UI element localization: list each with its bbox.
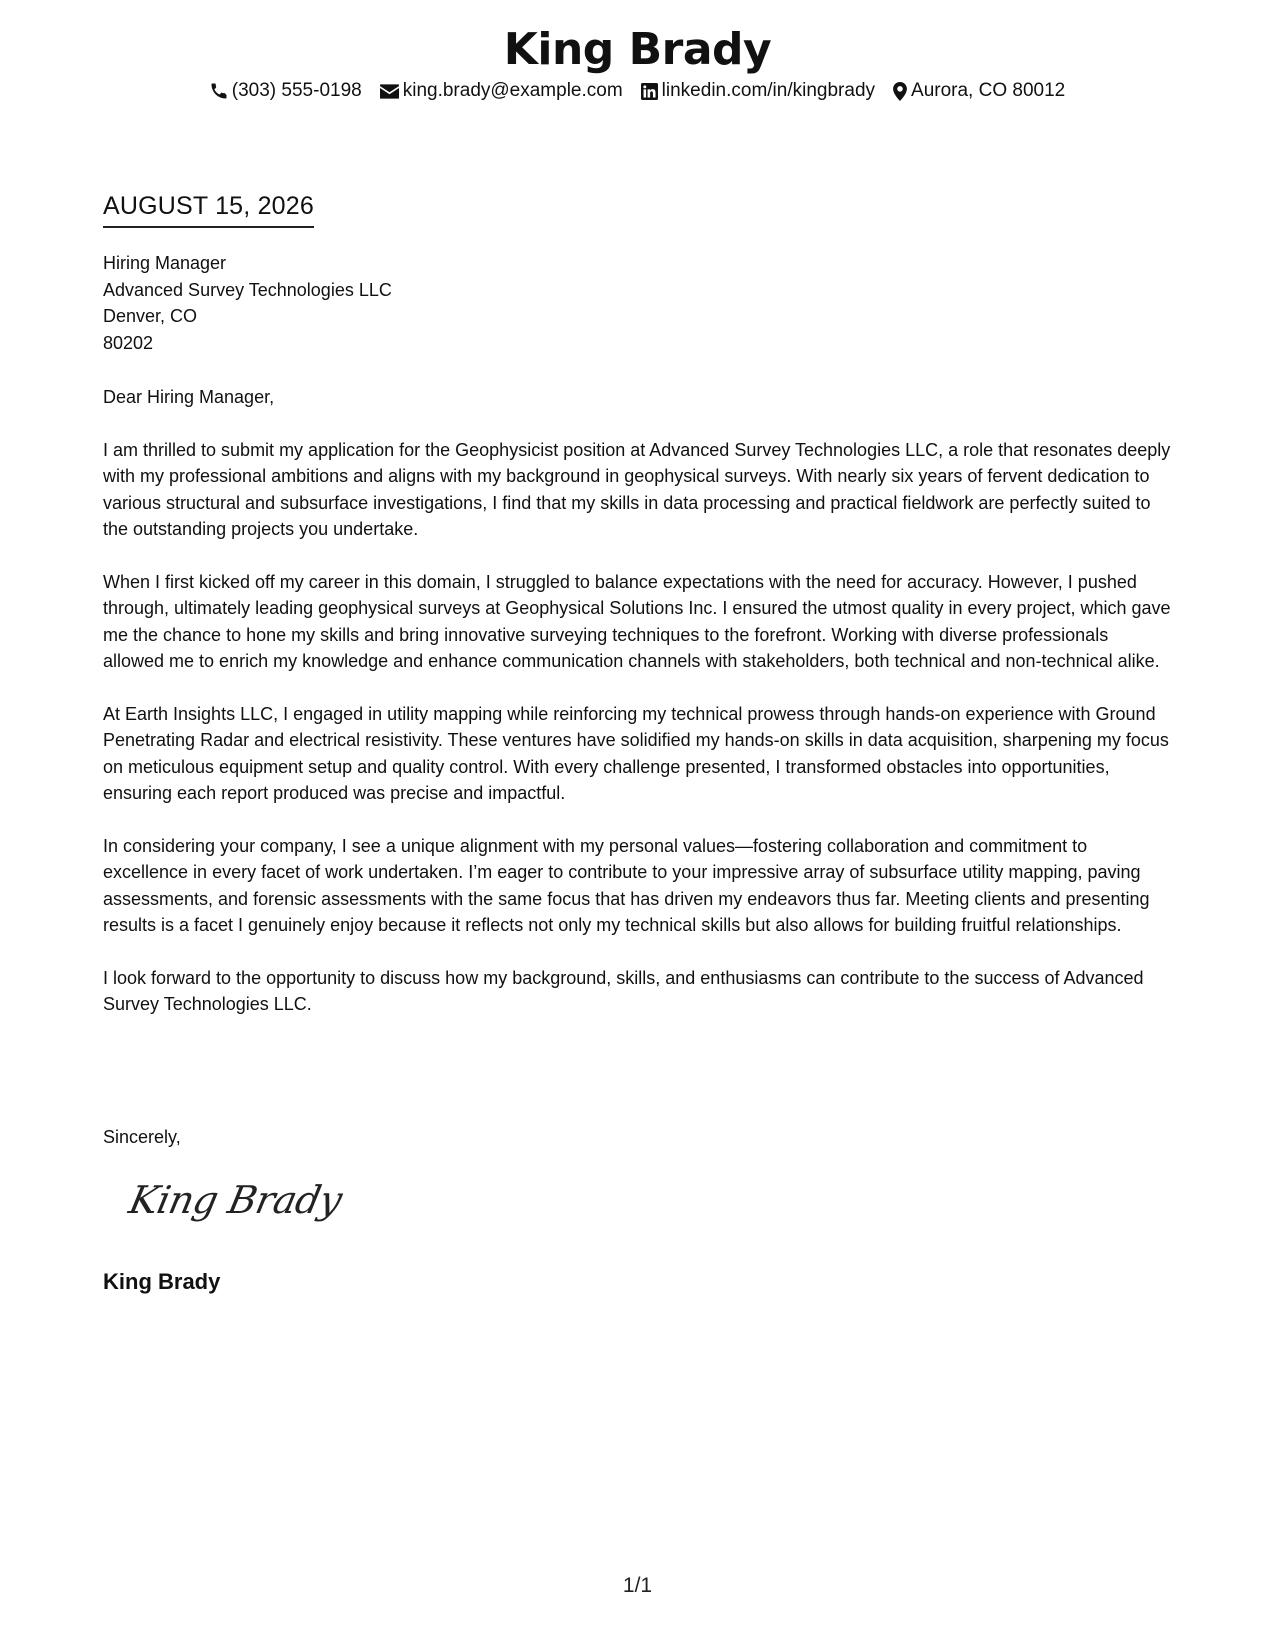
location-text: Aurora, CO 80012 bbox=[911, 80, 1066, 101]
body-paragraph: I am thrilled to submit my application for the Geophysicist position at Advanced Survey Technologies LLC, a role that resonates deeply with my professional ambitions and aligns with my background in geophysical surveys. With nearly six years of fervent dedication to various structural and subsurface investigations, I find that my skills in data processing and practical fieldwork are perfectly suited to the outstanding projects you undertake. bbox=[103, 440, 1171, 540]
contact-email bbox=[380, 78, 623, 104]
recipient-address bbox=[103, 250, 392, 356]
map-pin-icon bbox=[893, 82, 907, 101]
linkedin-icon bbox=[641, 83, 658, 100]
contact-location bbox=[893, 78, 1065, 104]
page-number: 1/1 bbox=[622, 1574, 653, 1597]
body-paragraph: At Earth Insights LLC, I engaged in utility mapping while reinforcing my technical prowess through hands-on experience with Ground Penetrating Radar and electrical resistivity. These ventures have solidified my hands-on skills in data acquisition, sharpening my focus on meticulous equipment setup and quality control. With every challenge presented, I transformed obstacles into opportunities, ensuring each report produced was precise and impactful. bbox=[103, 704, 1169, 804]
salutation: Dear Hiring Manager, bbox=[103, 387, 275, 407]
letter-body bbox=[103, 437, 1173, 1044]
phone-icon bbox=[210, 82, 228, 100]
body-paragraph: I look forward to the opportunity to discuss how my background, skills, and enthusiasms can contribute to the success of Advanced Survey Technologies LLC. bbox=[103, 968, 1144, 1015]
body-paragraph: In considering your company, I see a unique alignment with my personal values—fostering collaboration and commitment to excellence in every facet of work undertaken. I’m eager to contribute to your impressive array of subsurface utility mapping, paving assessments, and forensic assessments with the same focus that has driven my endeavors thus far. Meeting clients and presenting results is a facet I genuinely enjoy because it reflects not only my technical skills but also allows for building fruitful relationships. bbox=[103, 836, 1150, 936]
envelope-icon bbox=[380, 84, 399, 99]
signer-name: King Brady bbox=[103, 1269, 221, 1294]
recipient-zip: 80202 bbox=[103, 332, 154, 353]
closing: Sincerely, bbox=[103, 1127, 181, 1147]
recipient-company: Advanced Survey Technologies LLC bbox=[103, 279, 392, 300]
letter-date: AUGUST 15, 2026 bbox=[103, 190, 314, 228]
recipient-title: Hiring Manager bbox=[103, 253, 227, 273]
handwritten-signature: King Brady bbox=[125, 1178, 346, 1222]
applicant-name-heading: King Brady bbox=[503, 24, 772, 75]
linkedin-url: linkedin.com/in/kingbrady bbox=[661, 80, 876, 101]
email-address: king.brady@example.com bbox=[402, 80, 623, 101]
contact-phone bbox=[210, 78, 362, 104]
contact-info-row bbox=[0, 78, 1275, 104]
phone-number: (303) 555-0198 bbox=[231, 80, 362, 101]
body-paragraph: When I first kicked off my career in this domain, I struggled to balance expectations with the need for accuracy. However, I pushed through, ultimately leading geophysical surveys at Geophysical Solutions Inc. I ensured the utmost quality in every project, which gave me the chance to hone my skills and bring innovative surveying techniques to the forefront. Working with diverse professionals allowed me to enrich my knowledge and enhance communication channels with stakeholders, both technical and non-technical alike. bbox=[103, 572, 1171, 672]
recipient-city: Denver, CO bbox=[103, 306, 198, 326]
contact-linkedin bbox=[641, 78, 875, 104]
